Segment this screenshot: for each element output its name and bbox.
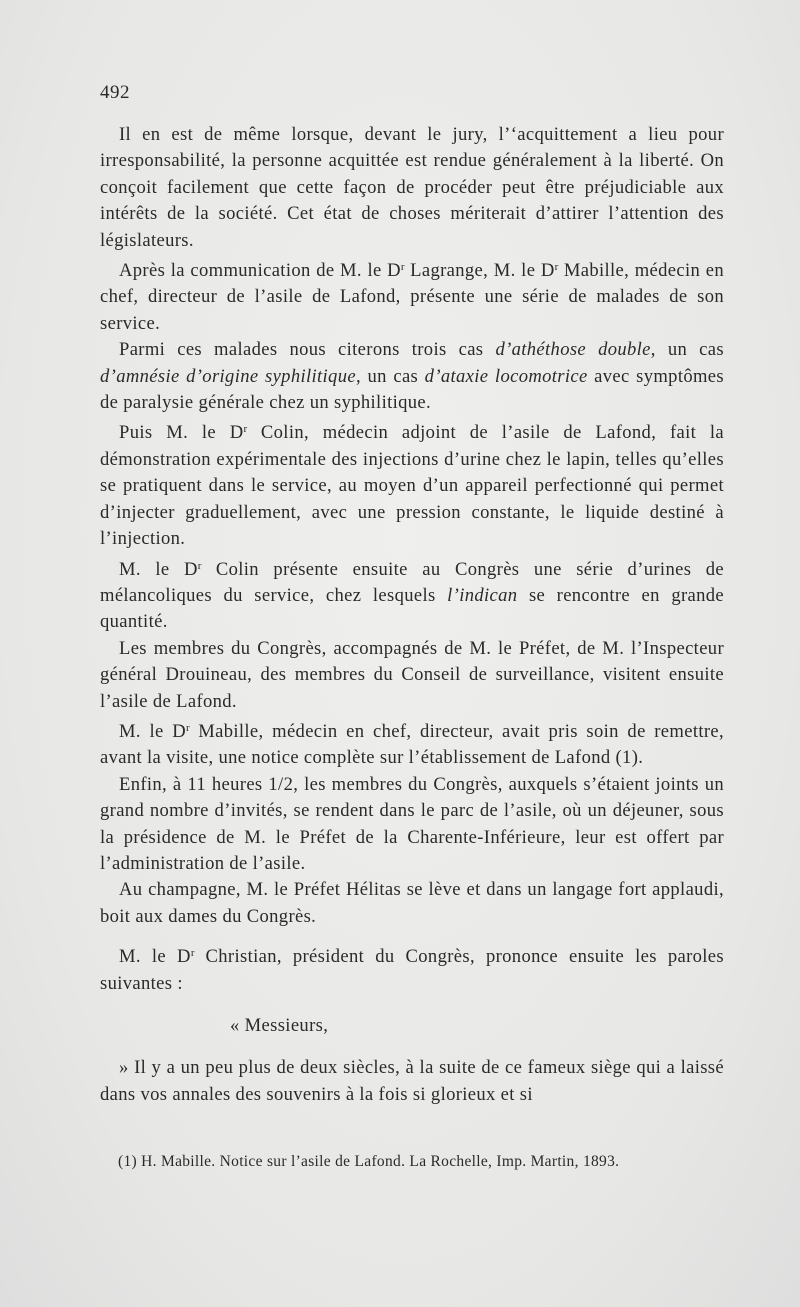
paragraph xyxy=(100,254,724,337)
text-run: Enfin, à 11 heures 1/2, les membres du Congrès, auxquels s’étaient joints un grand nombre d’invités, se rendent dans le parc de l’asile, où un déjeuner, sous la présidence de M. le Préfet de la Charente-Inférieure, leur est offert par l’administration de l’asile. xyxy=(100,773,724,874)
text-run: Il en est de même lorsque, devant le jury, l’‘acquittement a lieu pour irresponsabilité, la personne acquittée est rendue généralement à la liberté. On conçoit facilement que cette façon de procéder peut être préjudiciable aux intérêts de la société. Cet état de choses mériterait d’attirer l’attention des législateurs. xyxy=(100,124,724,251)
paragraph xyxy=(100,1055,724,1108)
text-run: Mabille, médecin en chef, directeur de l’asile de Lafond, présente une série de malades de son service. xyxy=(100,260,724,334)
superscript: r xyxy=(197,559,202,572)
paragraph xyxy=(100,772,724,878)
paragraph xyxy=(100,553,724,636)
text-run: avec symptômes de paralysie générale chez un syphilitique. xyxy=(100,365,724,414)
paragraph xyxy=(100,940,724,997)
text-run: Colin présente ensuite au Congrès une série d’urines de mélancoliques du service, chez lesquels xyxy=(100,558,724,606)
paragraph xyxy=(100,877,724,930)
paragraph xyxy=(100,1013,724,1039)
superscript: r xyxy=(400,261,405,274)
paragraph xyxy=(100,636,724,715)
text-run: M. le D xyxy=(119,558,198,580)
superscript: r xyxy=(190,947,195,960)
superscript: r xyxy=(185,721,190,734)
text-run: Les membres du Congrès, accompagnés de M. le Préfet, de M. l’Inspecteur général Drouineau, des membres du Conseil de surveillance, visitent ensuite l’asile de Lafond. xyxy=(100,637,724,712)
superscript: r xyxy=(554,261,559,274)
text-run: Lagrange, M. le D xyxy=(404,260,555,282)
text-run: M. le D xyxy=(119,946,191,968)
text-run: « Messieurs, xyxy=(230,1015,329,1036)
text-run: » Il y a un peu plus de deux siècles, à la suite de ce fameux siège qui a laissé dans vos annales des souvenirs à la fois si glorieux et si xyxy=(100,1057,724,1105)
italic-text: d’ataxie locomotrice xyxy=(424,365,588,387)
body-text xyxy=(100,122,724,1108)
paragraph xyxy=(100,122,724,254)
text-run: Christian, président du Congrès, prononce ensuite les paroles suivantes : xyxy=(100,946,724,994)
text-run: Puis M. le D xyxy=(119,422,244,444)
text-run: Au champagne, M. le Préfet Hélitas se lève et dans un langage fort applaudi, boit aux dames du Congrès. xyxy=(100,879,724,927)
page-number: 492 xyxy=(100,82,130,103)
italic-text: d’amnésie d’origine syphilitique xyxy=(100,365,356,387)
text-run: Après la communication de M. le D xyxy=(119,260,401,282)
text-run: Parmi ces malades nous citerons trois cas xyxy=(119,339,496,361)
superscript: r xyxy=(243,423,248,436)
text-run: Colin, médecin adjoint de l’asile de Lafond, fait la démonstration expérimentale des injections d’urine chez le lapin, telles qu’elles se pratiquent dans le service, au moyen d’un appareil perfectionné qui permet d’injecter graduellement, avec une pression constante, le liquide destiné à l’injection. xyxy=(100,422,724,550)
text-run: se rencontre en grande quantité. xyxy=(100,584,725,633)
paragraph xyxy=(100,715,724,772)
paragraph xyxy=(100,337,724,416)
text-run: M. le D xyxy=(119,720,186,742)
italic-text: l’indican xyxy=(447,584,518,606)
text-run: Mabille, médecin en chef, directeur, avait pris soin de remettre, avant la visite, une notice complète sur l’établissement de Lafond (1). xyxy=(100,720,724,769)
footnote: (1) H. Mabille. Notice sur l’asile de Lafond. La Rochelle, Imp. Martin, 1893. xyxy=(118,1153,620,1170)
italic-text: d’athéthose double xyxy=(495,339,651,361)
text-run: , un cas xyxy=(650,339,724,361)
text-run: , un cas xyxy=(355,365,425,387)
paragraph xyxy=(100,416,724,552)
